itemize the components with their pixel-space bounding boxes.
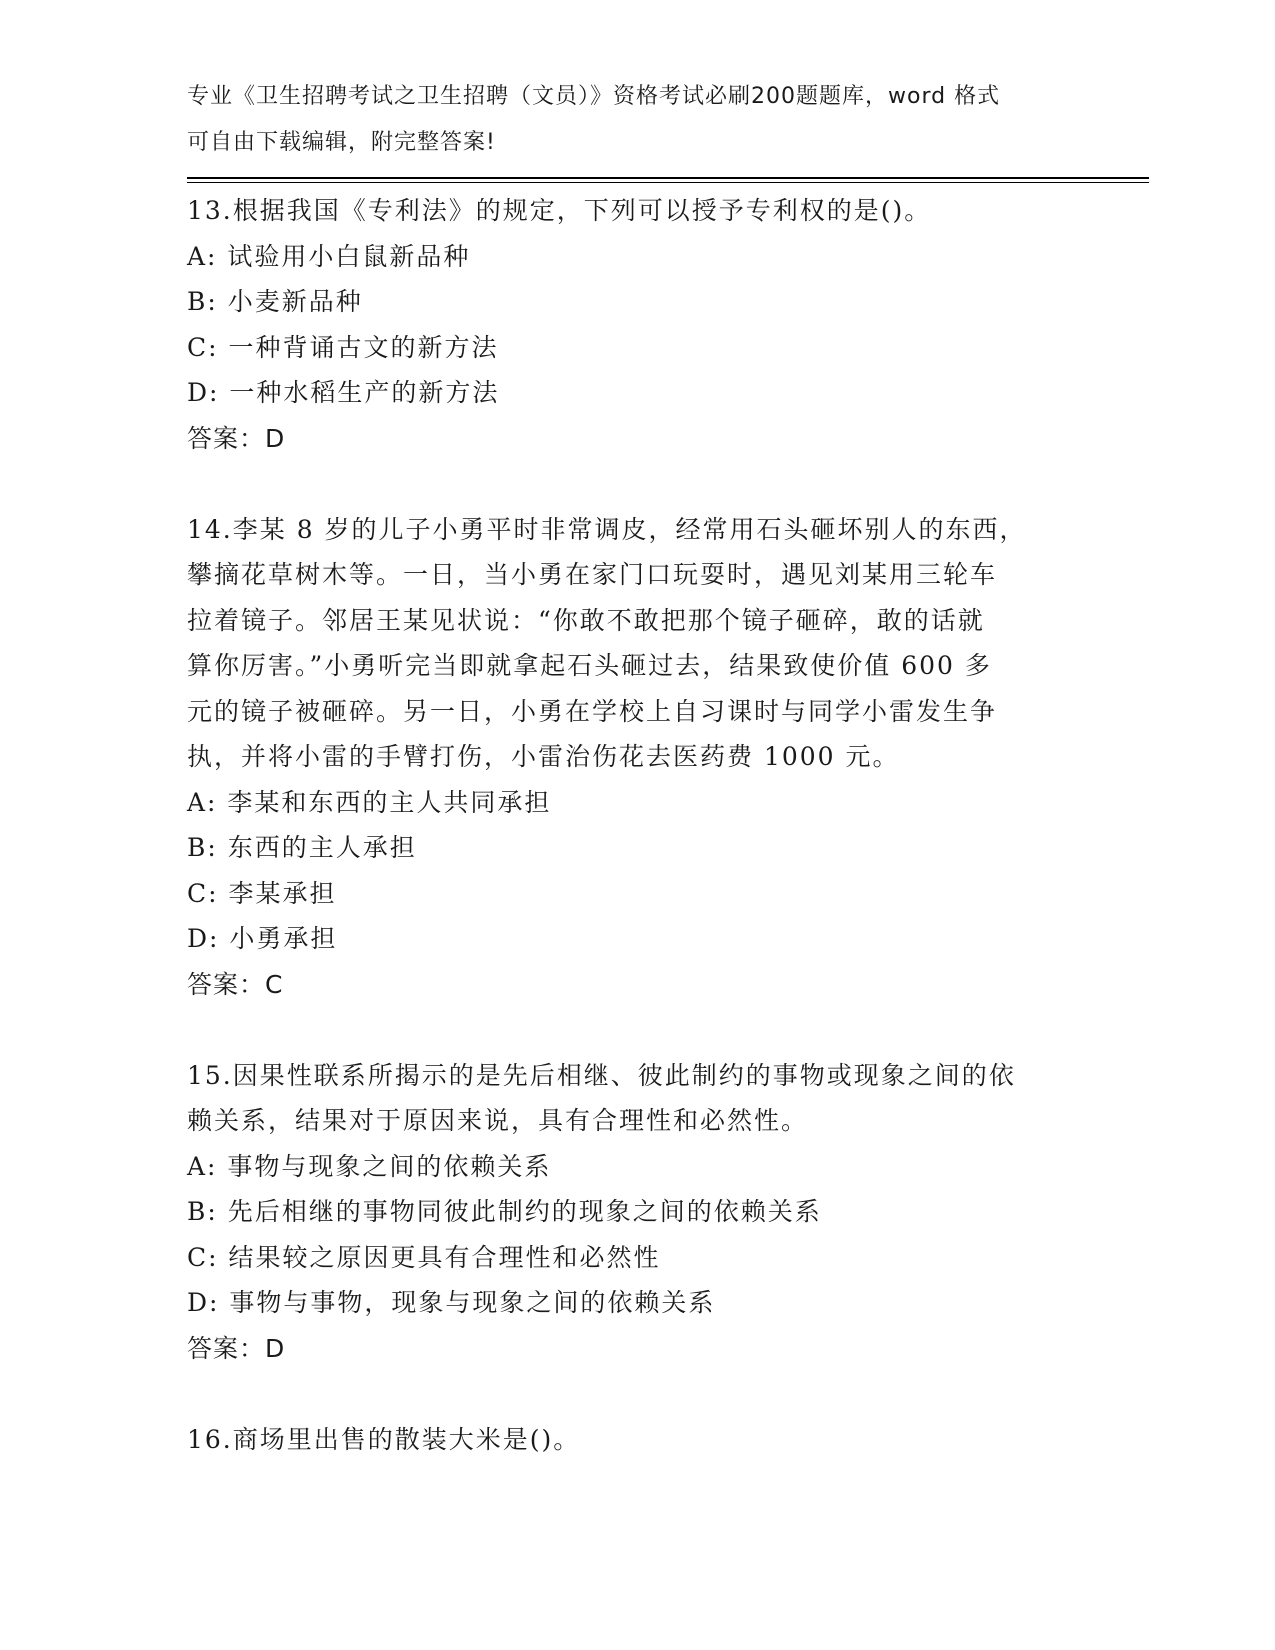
question-stem: 攀摘花草树木等。一日，当小勇在家门口玩耍时，遇见刘某用三轮车 [187, 560, 998, 589]
option-b: B: 东西的主人承担 [187, 833, 417, 862]
question-stem: 15.因果性联系所揭示的是先后相继、彼此制约的事物或现象之间的依 [187, 1060, 1016, 1090]
answer-label: 答案：D [187, 423, 286, 453]
option-b: B: 先后相继的事物同彼此制约的现象之间的依赖关系 [187, 1197, 822, 1226]
option-a: A: 试验用小白鼠新品种 [187, 241, 471, 271]
header-line: 专业《卫生招聘考试之卫生招聘（文员）》资格考试必刷200题题库，word 格式 [187, 84, 1001, 109]
option-a: A: 李某和东西的主人共同承担 [187, 787, 552, 817]
header-line: 可自由下载编辑，附完整答案! [187, 129, 496, 155]
page-header [187, 74, 1087, 165]
header-divider [187, 177, 1149, 179]
question-list [187, 188, 1087, 1462]
question-13 [187, 188, 1087, 461]
question-stem: 赖关系，结果对于原因来说，具有合理性和必然性。 [187, 1106, 809, 1135]
answer-label: 答案：D [187, 1333, 286, 1363]
question-stem: 元的镜子被砸碎。另一日，小勇在学校上自习课时与同学小雷发生争 [187, 696, 998, 726]
question-stem: 拉着镜子。邻居王某见状说：“你敢不敢把那个镜子砸碎，敢的话就 [187, 605, 985, 635]
question-stem: 算你厉害。”小勇听完当即就拿起石头砸过去，结果致使价值 600 多 [187, 651, 992, 680]
option-d: D: 一种水稻生产的新方法 [187, 378, 500, 407]
option-d: D: 小勇承担 [187, 924, 338, 953]
question-stem: 14.李某 8 岁的儿子小勇平时非常调皮，经常用石头砸坏别人的东西， [187, 514, 1027, 544]
question-stem: 16.商场里出售的散装大米是()。 [187, 1424, 581, 1454]
option-c: C: 结果较之原因更具有合理性和必然性 [187, 1242, 661, 1272]
option-a: A: 事物与现象之间的依赖关系 [187, 1151, 552, 1181]
option-c: C: 一种背诵古文的新方法 [187, 332, 499, 362]
option-b: B: 小麦新品种 [187, 287, 363, 316]
option-d: D: 事物与事物，现象与现象之间的依赖关系 [187, 1288, 716, 1317]
question-stem: 13.根据我国《专利法》的规定，下列可以授予专利权的是()。 [187, 196, 932, 225]
question-15 [187, 1053, 1087, 1372]
answer-label: 答案：C [187, 969, 284, 999]
question-16 [187, 1417, 1087, 1463]
question-stem: 执，并将小雷的手臂打伤，小雷治伤花去医药费 1000 元。 [187, 742, 900, 771]
question-14 [187, 507, 1087, 1008]
header-divider [187, 182, 1149, 183]
option-c: C: 李某承担 [187, 878, 337, 908]
